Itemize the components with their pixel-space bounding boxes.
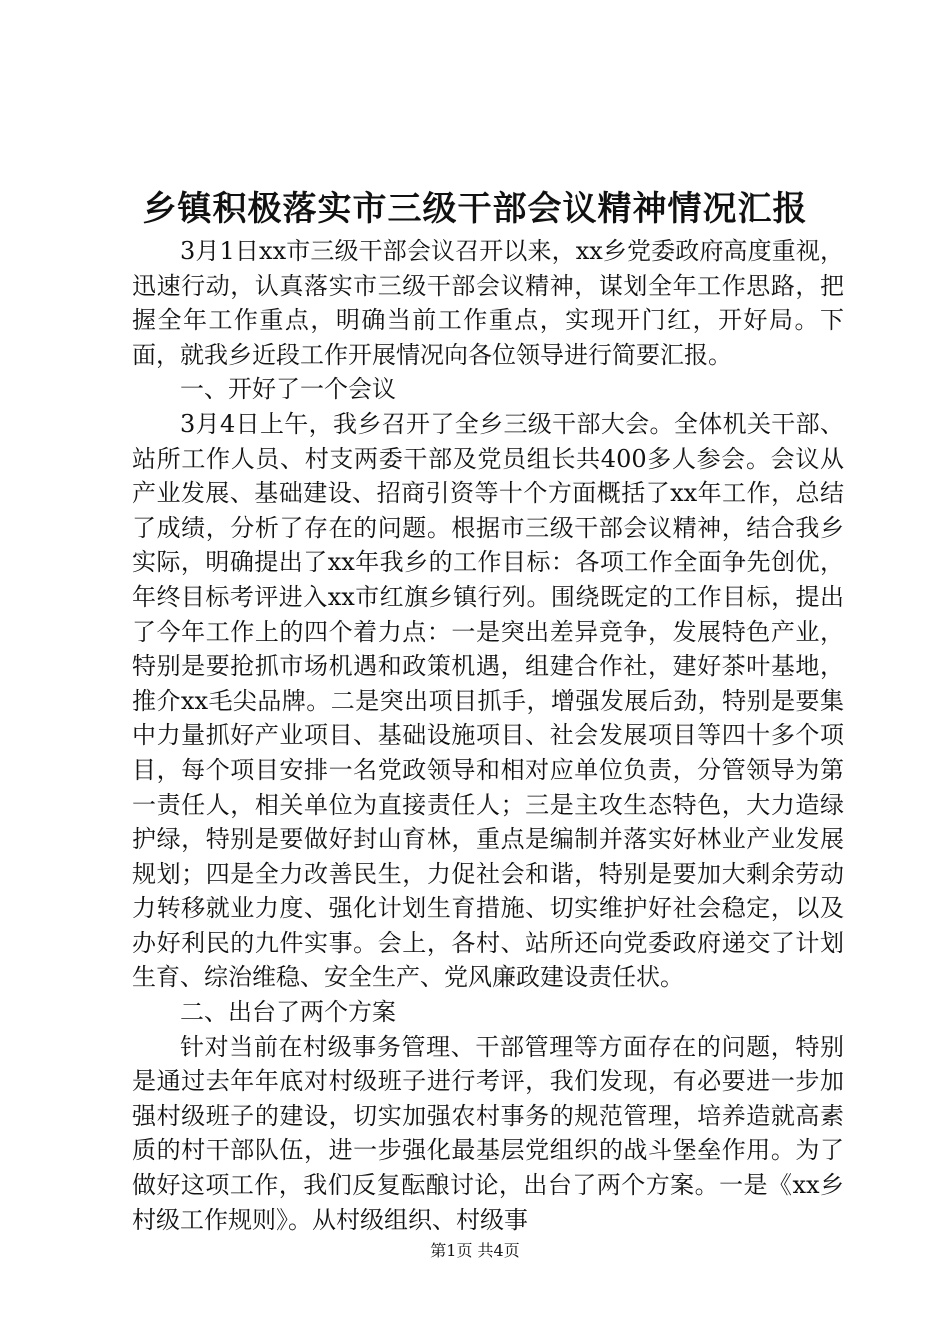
section-2-paragraph: 针对当前在村级事务管理、干部管理等方面存在的问题，特别是通过去年年底对村级班子进行考评，我们发现，有必要进一步加强村级班子的建设，切实加强农村事务的规范管理，培养造就高素质的村干部队伍，进一步强化最基层党组织的战斗堡垒作用。为了做好这项工作，我们反复酝酿讨论，出台了两个方案。一是《xx乡村级工作规则》。从村级组织、村级事 [132,1032,844,1234]
section-heading-2: 二、出台了两个方案 [180,998,396,1027]
document-body [132,234,844,1237]
page-footer: 第1页 共4页 [430,1241,520,1260]
section-1-paragraph: 3月4日上午，我乡召开了全乡三级干部大会。全体机关干部、站所工作人员、村支两委干部及党员组长共400多人参会。会议从产业发展、基础建设、招商引资等十个方面概括了xx年工作，总结了成绩，分析了存在的问题。根据市三级干部会议精神，结合我乡实际，明确提出了xx年我乡的工作目标：各项工作全面争先创优，年终目标考评进入xx市红旗乡镇行列。围绕既定的工作目标，提出了今年工作上的四个着力点：一是突出差异竞争，发展特色产业，特别是要抢抓市场机遇和政策机遇，组建合作社，建好茶叶基地，推介xx毛尖品牌。二是突出项目抓手，增强发展后劲，特别是要集中力量抓好产业项目、基础设施项目、社会发展项目等四十多个项目，每个项目安排一名党政领导和相对应单位负责，分管领导为第一责任人，相关单位为直接责任人；三是主攻生态特色，大力造绿护绿，特别是要做好封山育林，重点是编制并落实好林业产业发展规划；四是全力改善民生，力促社会和谐，特别是要加大剩余劳动力转移就业力度、强化计划生育措施、切实维护好社会稳定，以及办好利民的九件实事。会上，各村、站所还向党委政府递交了计划生育、综治维稳、安全生产、党风廉政建设责任状。 [132,409,844,992]
document-title: 乡镇积极落实市三级干部会议精神情况汇报 [142,189,808,229]
intro-paragraph: 3月1日xx市三级干部会议召开以来，xx乡党委政府高度重视，迅速行动，认真落实市三级干部会议精神，谋划全年工作思路，把握全年工作重点，明确当前工作重点，实现开门红，开好局。下面，就我乡近段工作开展情况向各位领导进行简要汇报。 [132,237,844,369]
section-heading-1: 一、开好了一个会议 [180,375,396,404]
